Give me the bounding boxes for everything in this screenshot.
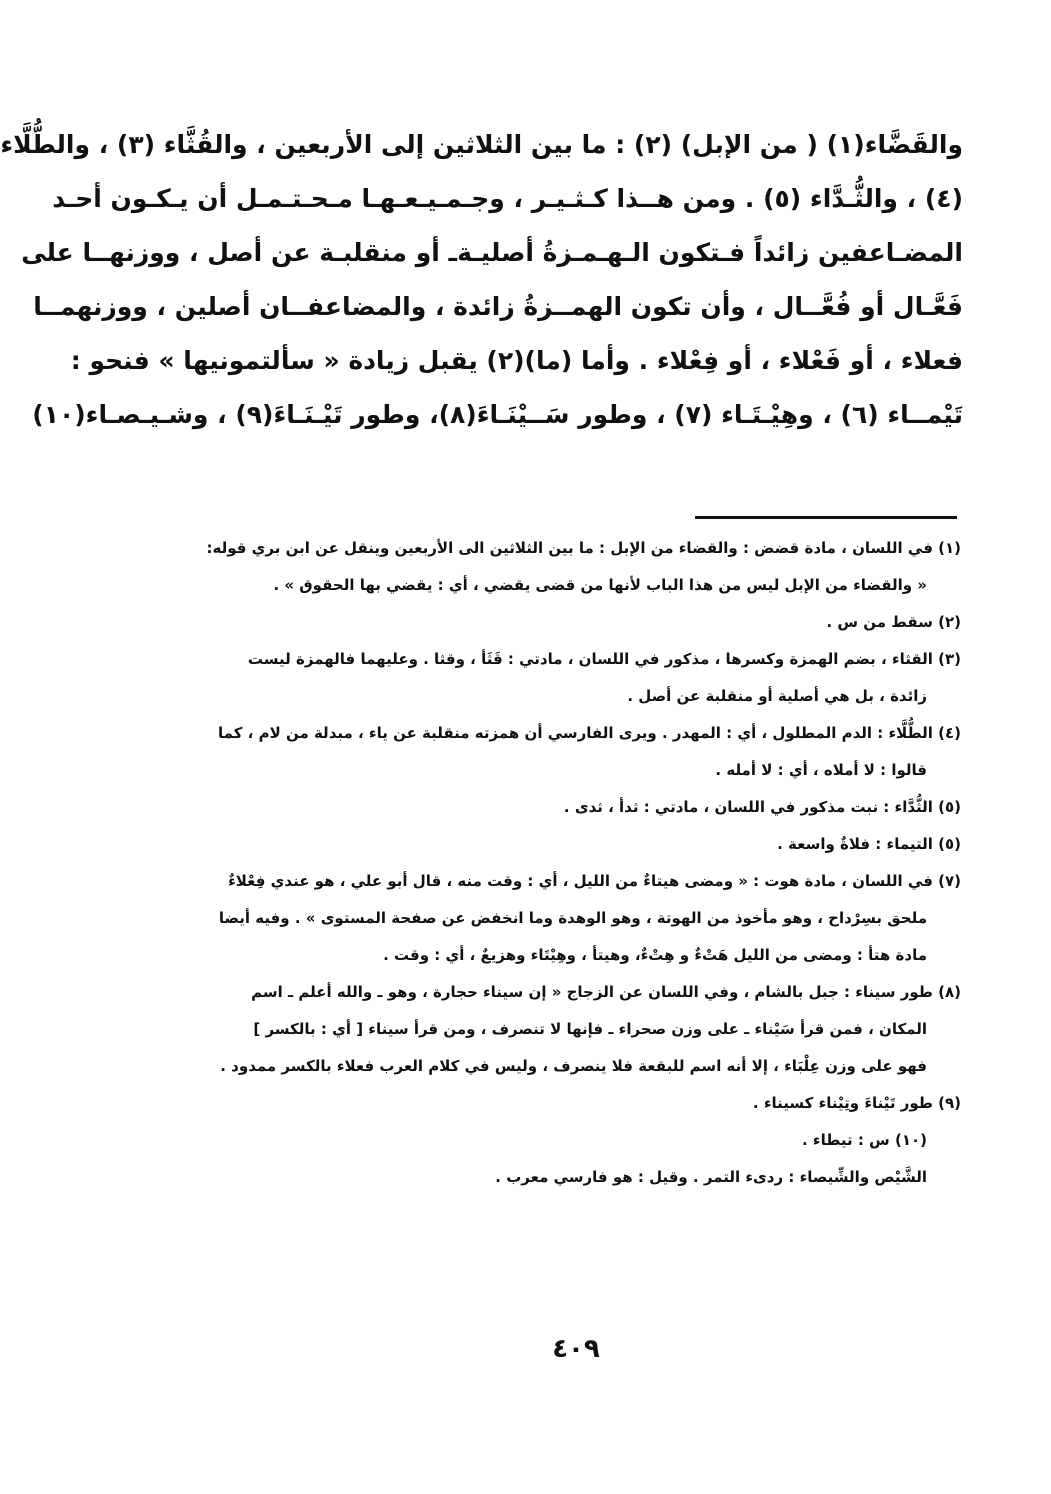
footnote-8 — [213, 982, 961, 1076]
footnote-10 — [213, 1130, 961, 1187]
body-line: فعلاء ، أو فَعْلاء ، أو فِعْلاء . وأما (ما)(٢) يقبل زيادة « سألتمونيها » فنحو : — [70, 346, 963, 375]
footnote-line: (٥) الثُّدَّاء : نبت مذكور في اللسان ، مادتي : ثدأ ، ثدى . — [563, 798, 961, 816]
body-line: تَيْمــاء (٦) ، وهِيْـتَـاء (٧) ، وطور سَــيْنَـاءَ(٨)، وطور تَيْـنَـاءَ(٩) ، وشـيـصـاء(١٠) — [32, 400, 963, 429]
footnote-line: المكان ، فمن قرأ سَيْناء ـ على وزن صحراء ـ فإنها لا تنصرف ، ومن قرأ سيناء [ أي : بالكسر ] — [253, 1020, 927, 1038]
body-line: والقَضَّاء(١) ( من الإبل) (٢) : ما بين الثلاثين إلى الأربعين ، والقُثَّاء (٣) ، والطُّلَّاء — [0, 130, 963, 159]
footnote-3 — [213, 649, 961, 706]
footnote-line: مادة هتأ : ومضى من الليل هَتْءٌ و هِتْءٌ، وهيتأ ، وهِيْتَاء وهزيعٌ ، أي : وقت . — [383, 946, 927, 964]
footnote-1 — [206, 538, 961, 595]
body-line: فَعَّـال أو فُعَّــال ، وأن تكون الهمــزةُ زائدة ، والمضاعفــان أصلين ، ووزنهمــا — [33, 292, 963, 321]
page-number: ٤٠٩ — [552, 1334, 600, 1364]
footnote-line: الشَّيْص والشِّيصاء : ردىء التمر . وقيل : هو فارسي معرب . — [495, 1168, 927, 1186]
footnote-separator — [695, 516, 957, 519]
footnote-line: (١٠) س : تيطاء . — [802, 1131, 927, 1149]
footnote-line: (١) في اللسان ، مادة قضض : والقضاء من الإبل : ما بين الثلاثين الى الأربعين وينقل عن ابن بري قوله: — [206, 539, 961, 557]
footnote-line: (٥) التيماء : فلاةٌ واسعة . — [777, 835, 961, 853]
footnote-line: (٧) في اللسان ، مادة هوت : « ومضى هيتاءٌ من الليل ، أي : وقت منه ، قال أبو علي ، هو عندي فِعْلاءٌ — [228, 872, 961, 890]
footnote-9 — [213, 1093, 961, 1113]
footnote-line: ملحق بسِرْداح ، وهو مأخوذ من الهوتة ، وهو الوهدة وما انخفض عن صفحة المستوى » . وفيه أيضا — [218, 909, 927, 927]
footnote-line: (٤) الطُّلَّاء : الدم المطلول ، أي : المهدر . ويرى الفارسي أن همزته منقلبة عن ياء ، مبدلة من لام ، كما — [218, 724, 961, 742]
main-body-text — [0, 118, 963, 442]
footnote-line: « والقضاء من الإبل ليس من هذا الباب لأنها من قضى يقضي ، أي : يقضي بها الحقوق » . — [273, 576, 927, 594]
footnote-line: (٢) سقط من س . — [826, 613, 961, 631]
footnote-line: زائدة ، بل هي أصلية أو منقلبة عن أصل . — [627, 687, 927, 705]
footnote-6 — [213, 834, 961, 854]
footnotes — [206, 538, 961, 1187]
footnote-line: (٩) طور تَيْناءَ وتِيْناء كسيناء . — [752, 1094, 961, 1112]
footnote-line: (٣) القثاء ، بضم الهمزة وكسرها ، مذكور في اللسان ، مادتي : قَثَأ ، وقثا . وعليهما فالهمزة ليست — [247, 650, 961, 668]
footnote-5 — [213, 797, 961, 817]
footnote-line: فهو على وزن عِلْبَاء ، إلا أنه اسم للبقعة فلا ينصرف ، وليس في كلام العرب فعلاء بالكسر ممدود . — [220, 1057, 927, 1075]
body-line: (٤) ، والثُّـدَّاء (٥) . ومن هــذا كـثـيـر ، وجـمـيـعـهـا مـحـتـمـل أن يـكـون أحـد — [52, 184, 963, 213]
body-line: المضـاعفين زائداً فـتكون الـهـمـزةُ أصليـةـ أو منقلبـة عن أصل ، ووزنهــا على — [21, 238, 963, 267]
footnote-4 — [213, 723, 961, 780]
footnote-line: قالوا : لا أملاه ، أي : لا أمله . — [715, 761, 927, 779]
footnote-7 — [213, 871, 961, 965]
footnote-line: (٨) طور سيناء : جبل بالشام ، وفي اللسان عن الزجاج « إن سيناء حجارة ، وهو ـ والله أعلم ـ اسم — [251, 983, 961, 1001]
footnote-2 — [213, 612, 961, 632]
